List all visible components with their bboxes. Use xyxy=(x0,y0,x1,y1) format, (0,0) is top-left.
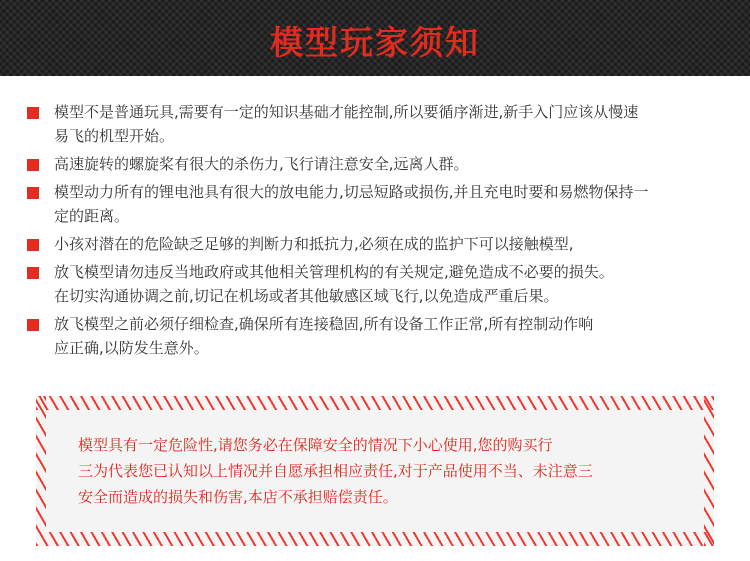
page-header xyxy=(0,0,750,76)
note-text: 模型动力所有的锂电池具有很大的放电能力,切忌短路或损伤,并且充电时要和易燃物保持一 定的距离。 xyxy=(54,183,649,225)
list-item xyxy=(27,152,727,176)
red-square-bullet-icon xyxy=(27,159,39,171)
red-square-bullet-icon xyxy=(27,319,39,331)
list-item xyxy=(27,180,727,228)
note-text: 模型不是普通玩具,需要有一定的知识基础才能控制,所以要循序渐进,新手入门应该从慢速 易飞的机型开始。 xyxy=(54,103,639,145)
hazard-stripe-right xyxy=(704,396,714,546)
note-text: 高速旋转的螺旋桨有很大的杀伤力,飞行请注意安全,远离人群。 xyxy=(54,155,469,173)
notes-list xyxy=(27,100,727,364)
red-square-bullet-icon xyxy=(27,267,39,279)
disclaimer-text: 模型具有一定危险性,请您务必在保障安全的情况下小心使用,您的购买行 三为代表您已认知以上情况并自愿承担相应责任,对于产品使用不当、未注意三 安全而造成的损失和伤害,本店不承担赔偿责任。 xyxy=(78,436,593,506)
red-square-bullet-icon xyxy=(27,107,39,119)
red-square-bullet-icon xyxy=(27,239,39,251)
hazard-stripe-bottom xyxy=(36,532,714,546)
hazard-stripe-top xyxy=(36,396,714,410)
hazard-stripe-left xyxy=(36,396,46,546)
red-square-bullet-icon xyxy=(27,187,39,199)
note-text: 放飞模型请勿违反当地政府或其他相关管理机构的有关规定,避免造成不必要的损失。 在切实沟通协调之前,切记在机场或者其他敏感区域飞行,以免造成严重后果。 xyxy=(54,263,614,305)
list-item xyxy=(27,260,727,308)
list-item xyxy=(27,232,727,256)
list-item xyxy=(27,100,727,148)
note-text: 放飞模型之前必须仔细检查,确保所有连接稳固,所有设备工作正常,所有控制动作响 应正确,以防发生意外。 xyxy=(54,315,594,357)
page-title: 模型玩家须知 xyxy=(270,22,480,62)
list-item xyxy=(27,312,727,360)
disclaimer-box xyxy=(36,396,714,546)
note-text: 小孩对潜在的危险缺乏足够的判断力和抵抗力,必须在成的监护下可以接触模型, xyxy=(54,235,574,253)
